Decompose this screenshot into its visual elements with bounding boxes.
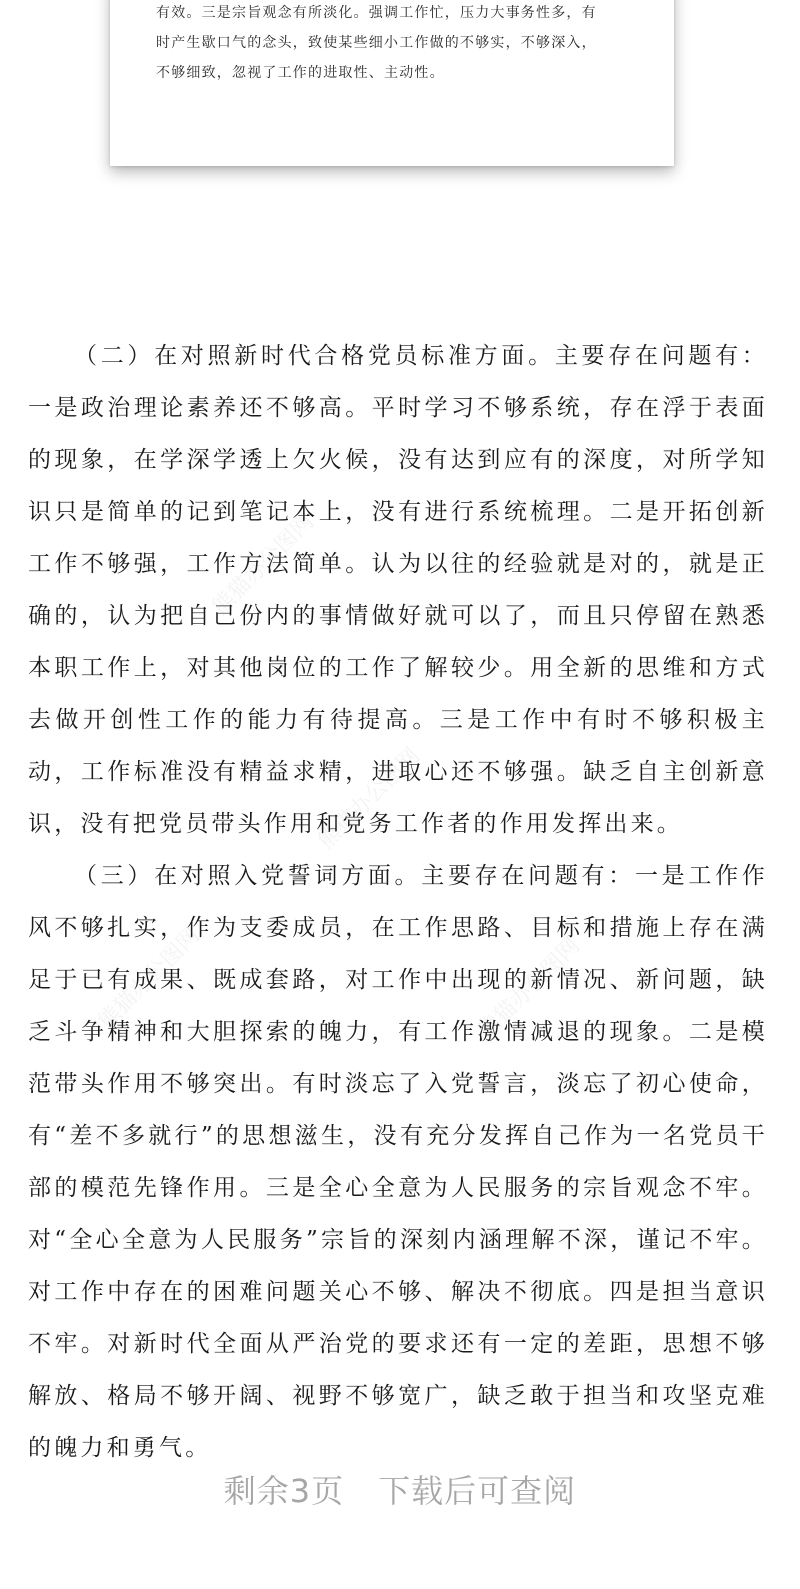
section-three-paragraph: （三）在对照入党誓词方面。主要存在问题有：一是工作作风不够扎实，作为支委成员，在工作思路、目标和措施上存在满足于已有成果、既成套路，对工作中出现的新情况、新问题，缺乏斗争精神和大胆探索的魄力，有工作激情减退的现象。二是模范带头作用不够突出。有时淡忘了入党誓言，淡忘了初心使命，有“差不多就行”的思想滋生，没有充分发挥自己作为一名党员干部的模范先锋作用。三是全心全意为人民服务的宗旨观念不牢。对“全心全意为人民服务”宗旨的深刻内涵理解不深，谨记不牢。对工作中存在的困难问题关心不够、解决不彻底。四是担当意识不牢。对新时代全面从严治党的要求还有一定的差距，思想不够解放、格局不够开阔、视野不够宽广，缺乏敢于担当和攻坚克难的魄力和勇气。 bbox=[28, 863, 768, 1461]
watermark: 熊猫办公图网 bbox=[93, 923, 205, 1035]
remaining-pages-label: 剩余3页 bbox=[223, 1472, 345, 1510]
section-two-paragraph: （二）在对照新时代合格党员标准方面。主要存在问题有：一是政治理论素养还不够高。平时学习不够系统，存在浮于表面的现象，在学深学透上欠火候，没有达到应有的深度，对所学知识只是简单的记到笔记本上，没有进行系统梳理。二是开拓创新工作不够强，工作方法简单。认为以往的经验就是对的，就是正确的，认为把自己份内的事情做好就可以了，而且只停留在熟悉本职工作上，对其他岗位的工作了解较少。用全新的思维和方式去做开创性工作的能力有待提高。三是工作中有时不够积极主动，工作标准没有精益求精，进取心还不够强。缺乏自主创新意识，没有把党员带头作用和党务工作者的作用发挥出来。 bbox=[28, 343, 768, 837]
download-to-view-label: 下载后可查阅 bbox=[378, 1472, 577, 1510]
preview-line: 时产生歇口气的念头，致使某些细小工作做的不够实，不够深入， bbox=[156, 35, 597, 51]
download-prompt[interactable] bbox=[0, 1466, 800, 1512]
watermark: 熊猫办公图网 bbox=[207, 509, 319, 621]
preview-line: 不够细致，忽视了工作的进取性、主动性。 bbox=[156, 65, 445, 81]
preview-line: 有效。三是宗旨观念有所淡化。强调工作忙，压力大事务性多，有 bbox=[156, 5, 597, 21]
preview-text bbox=[156, 0, 634, 88]
document-body bbox=[28, 330, 768, 1474]
watermark: 熊猫办公图网 bbox=[473, 933, 585, 1045]
watermark: 熊猫办公图网 bbox=[313, 743, 425, 855]
previous-page-preview bbox=[110, 0, 674, 166]
